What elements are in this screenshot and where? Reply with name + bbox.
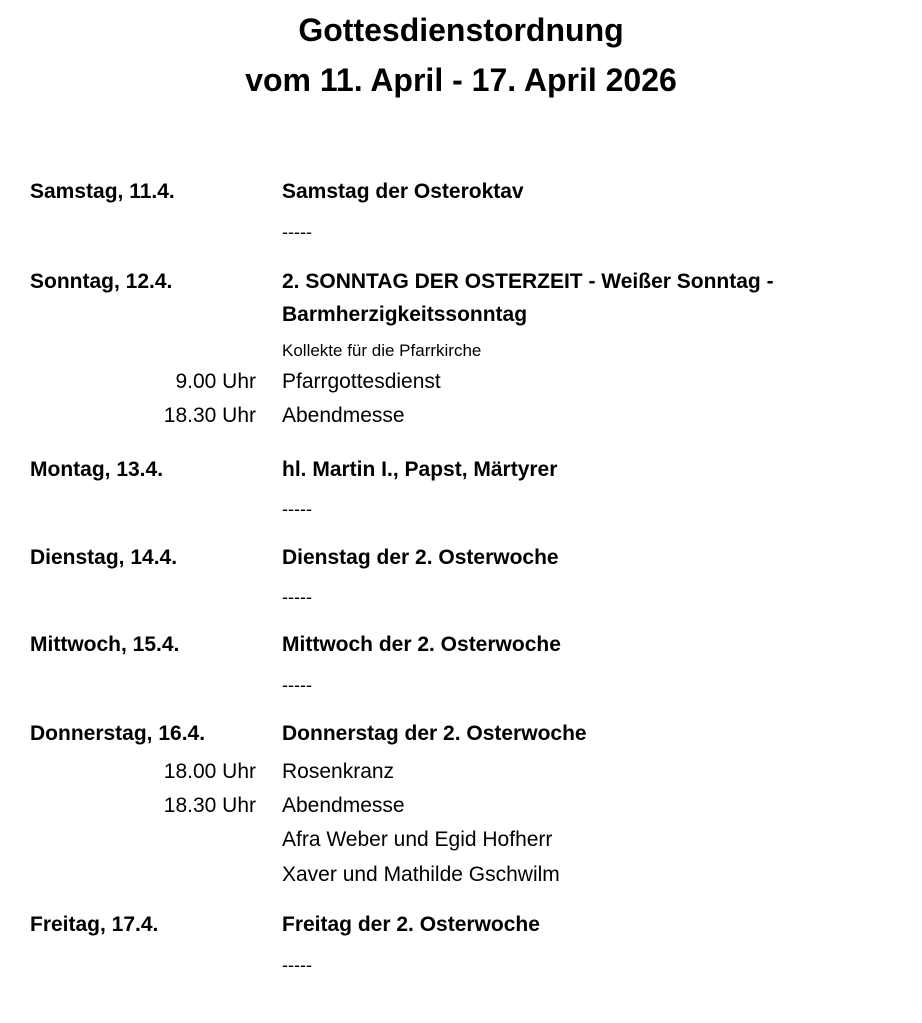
no-service-placeholder: -----	[282, 499, 312, 519]
page-title: Gottesdienstordnung	[298, 12, 624, 48]
day-label: Donnerstag, 16.4.	[30, 722, 206, 745]
service-time: 9.00 Uhr	[175, 370, 256, 393]
feast-title: Samstag der Osteroktav	[282, 180, 524, 203]
collection-note: Kollekte für die Pfarrkirche	[282, 341, 482, 360]
service-time: 18.00 Uhr	[163, 760, 256, 783]
day-label: Mittwoch, 15.4.	[30, 633, 180, 656]
no-service-placeholder: -----	[282, 675, 312, 695]
day-label: Samstag, 11.4.	[30, 180, 175, 203]
mass-intention: Afra Weber und Egid Hofherr	[282, 828, 553, 851]
service-title: Abendmesse	[282, 404, 405, 427]
feast-title: Freitag der 2. Osterwoche	[282, 913, 540, 936]
day-label: Freitag, 17.4.	[30, 913, 159, 936]
feast-title: 2. SONNTAG DER OSTERZEIT - Weißer Sonntag -	[282, 270, 774, 293]
page-subtitle-date-range: vom 11. April - 17. April 2026	[245, 62, 677, 98]
service-time: 18.30 Uhr	[163, 404, 256, 427]
mass-intention: Xaver und Mathilde Gschwilm	[282, 863, 560, 886]
feast-title: hl. Martin I., Papst, Märtyrer	[282, 458, 558, 481]
service-title: Rosenkranz	[282, 760, 395, 783]
feast-title: Mittwoch der 2. Osterwoche	[282, 633, 561, 656]
service-title: Pfarrgottesdienst	[282, 370, 441, 393]
feast-title: Donnerstag der 2. Osterwoche	[282, 722, 587, 745]
no-service-placeholder: -----	[282, 222, 312, 242]
no-service-placeholder: -----	[282, 587, 312, 607]
day-label: Montag, 13.4.	[30, 458, 164, 481]
day-label: Dienstag, 14.4.	[30, 546, 178, 569]
day-label: Sonntag, 12.4.	[30, 270, 173, 293]
feast-title-continued: Barmherzigkeitssonntag	[282, 303, 528, 326]
no-service-placeholder: -----	[282, 955, 312, 975]
feast-title: Dienstag der 2. Osterwoche	[282, 546, 559, 569]
service-time: 18.30 Uhr	[163, 794, 256, 817]
service-title: Abendmesse	[282, 794, 405, 817]
